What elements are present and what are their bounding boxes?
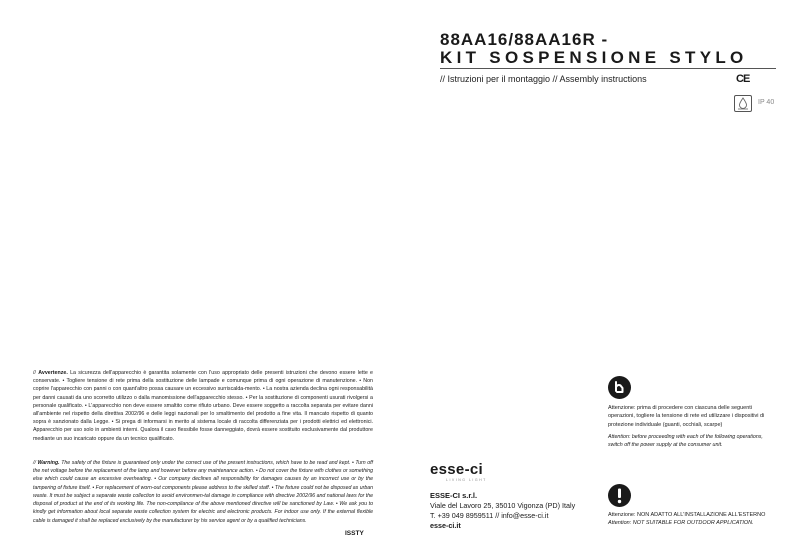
power-off-notice-english: Attention: before proceeding with each of the following operations, switch off the power supply at the consumer unit.: [608, 434, 763, 448]
outdoor-notice-english: Attention: NOT SUITABLE FOR OUTDOOR APPLICATION.: [608, 520, 754, 526]
product-name-title: KIT SOSPENSIONE STYLO: [440, 48, 748, 67]
company-website[interactable]: esse-ci.it: [430, 521, 461, 530]
ce-mark: CE: [736, 73, 750, 85]
document-code: ISSTY: [345, 530, 364, 537]
warning-english: // Warning. The safety of the fixture is guaranteed only under the correct use of the present instructions, which have to be read and kept. • Turn off the net voltage before the replacement of the lamp and however before any maintenance action. • Do not cover the fixture with clothes or something else which could cause an excessive overheating. • Our company declines all responsibility for damages causes by an incorrect use or by the tampering of fixture itself. • For replacement of worn-out components please address to the skilled staff. • The fixture could not be disposed as urban waste. It must be subject a separate waste collection to avoid environmen-tal damage in compliance with directive 2002/96 and national laws for the disposal of product at the end of its working life. The non-compliance of the above mentioned directive will be sanctioned by Law. • We ask you to kindly get information about local separate waste collection system for electric and electronic products. For indoor use only. If the external flexible cable is damaged it shall be replaced exclusively by the manufacturer by his service agent or by a qualified technicians.: [33, 460, 373, 524]
warning-italian: // Avvertenze. La sicurezza dell'apparecchio è garantita solamente con l'uso appropriato delle presenti istruzioni che devono essere lette e conservate. • Togliere tensione di rete prima della sostituzione delle lampade e comunque prima di ogni operazione di manutenzione. • Non coprire l'apparecchio con panni o con quant'altro possa causare un eccessivo surriscalda-mento. • La nostra azienda declina ogni responsabilità per danni causati da uno scorretto utilizzo o dalla manomissione dell'apparecchio stesso. • Per la sostituzione di componenti usurati rivolgersi a personale qualificato. • L'apparecchio non deve essere smaltito come rifiuto urbano. Deve essere soggetto a raccolta separata per evitare danni all'ambiente nel rispetto della direttiva 2002/96 e delle leggi nazionali per lo smaltimento del prodotto a fine vita. Il mancato rispetto di quanto sopra è sanzionato dalla Legge. • Si prega di informarsi in merito al sistema locale di raccolta differenziata per i prodotti elettrici ed elettronici. Apparecchio per uso solo in ambienti interni. Qualora il cavo flessibile fosse danneggiato, dovrà essere sostituito esclusivamente dal produttore mediante un suo incaricato oppure da un tecnico qualificato.: [33, 370, 374, 442]
water-drop-icon: [734, 95, 752, 112]
hand-switch-off-icon: [608, 376, 631, 399]
company-logo: esse-ci: [430, 461, 483, 478]
document-subtitle: // Istruzioni per il montaggio // Assembly instructions: [440, 74, 647, 84]
company-contacts: T. +39 049 8959511 // info@esse-ci.it: [430, 511, 549, 520]
title-divider: [440, 68, 776, 69]
company-address: Viale del Lavoro 25, 35010 Vigonza (PD) Italy: [430, 501, 576, 510]
warning-english-label: Warning.: [37, 460, 60, 466]
outdoor-notice-italian: Attenzione: NON ADATTO ALL'INSTALLAZIONE ALL'ESTERNO: [608, 512, 766, 518]
company-name: ESSE-CI s.r.l.: [430, 491, 478, 500]
power-off-notice-italian: Attenzione: prima di procedere con ciascuna delle seguenti operazioni, togliere la tensione di rete ed utilizzare i dispositivi di protezione individuale (guanti, occhiali, scarpe): [608, 405, 765, 428]
product-code-title: 88AA16/88AA16R -: [440, 30, 609, 49]
logo-tagline: LIVING LIGHT: [446, 478, 487, 482]
warning-italian-label: Avvertenze.: [38, 370, 68, 376]
exclamation-icon: [608, 484, 631, 507]
ip-rating: IP 40: [758, 99, 775, 106]
